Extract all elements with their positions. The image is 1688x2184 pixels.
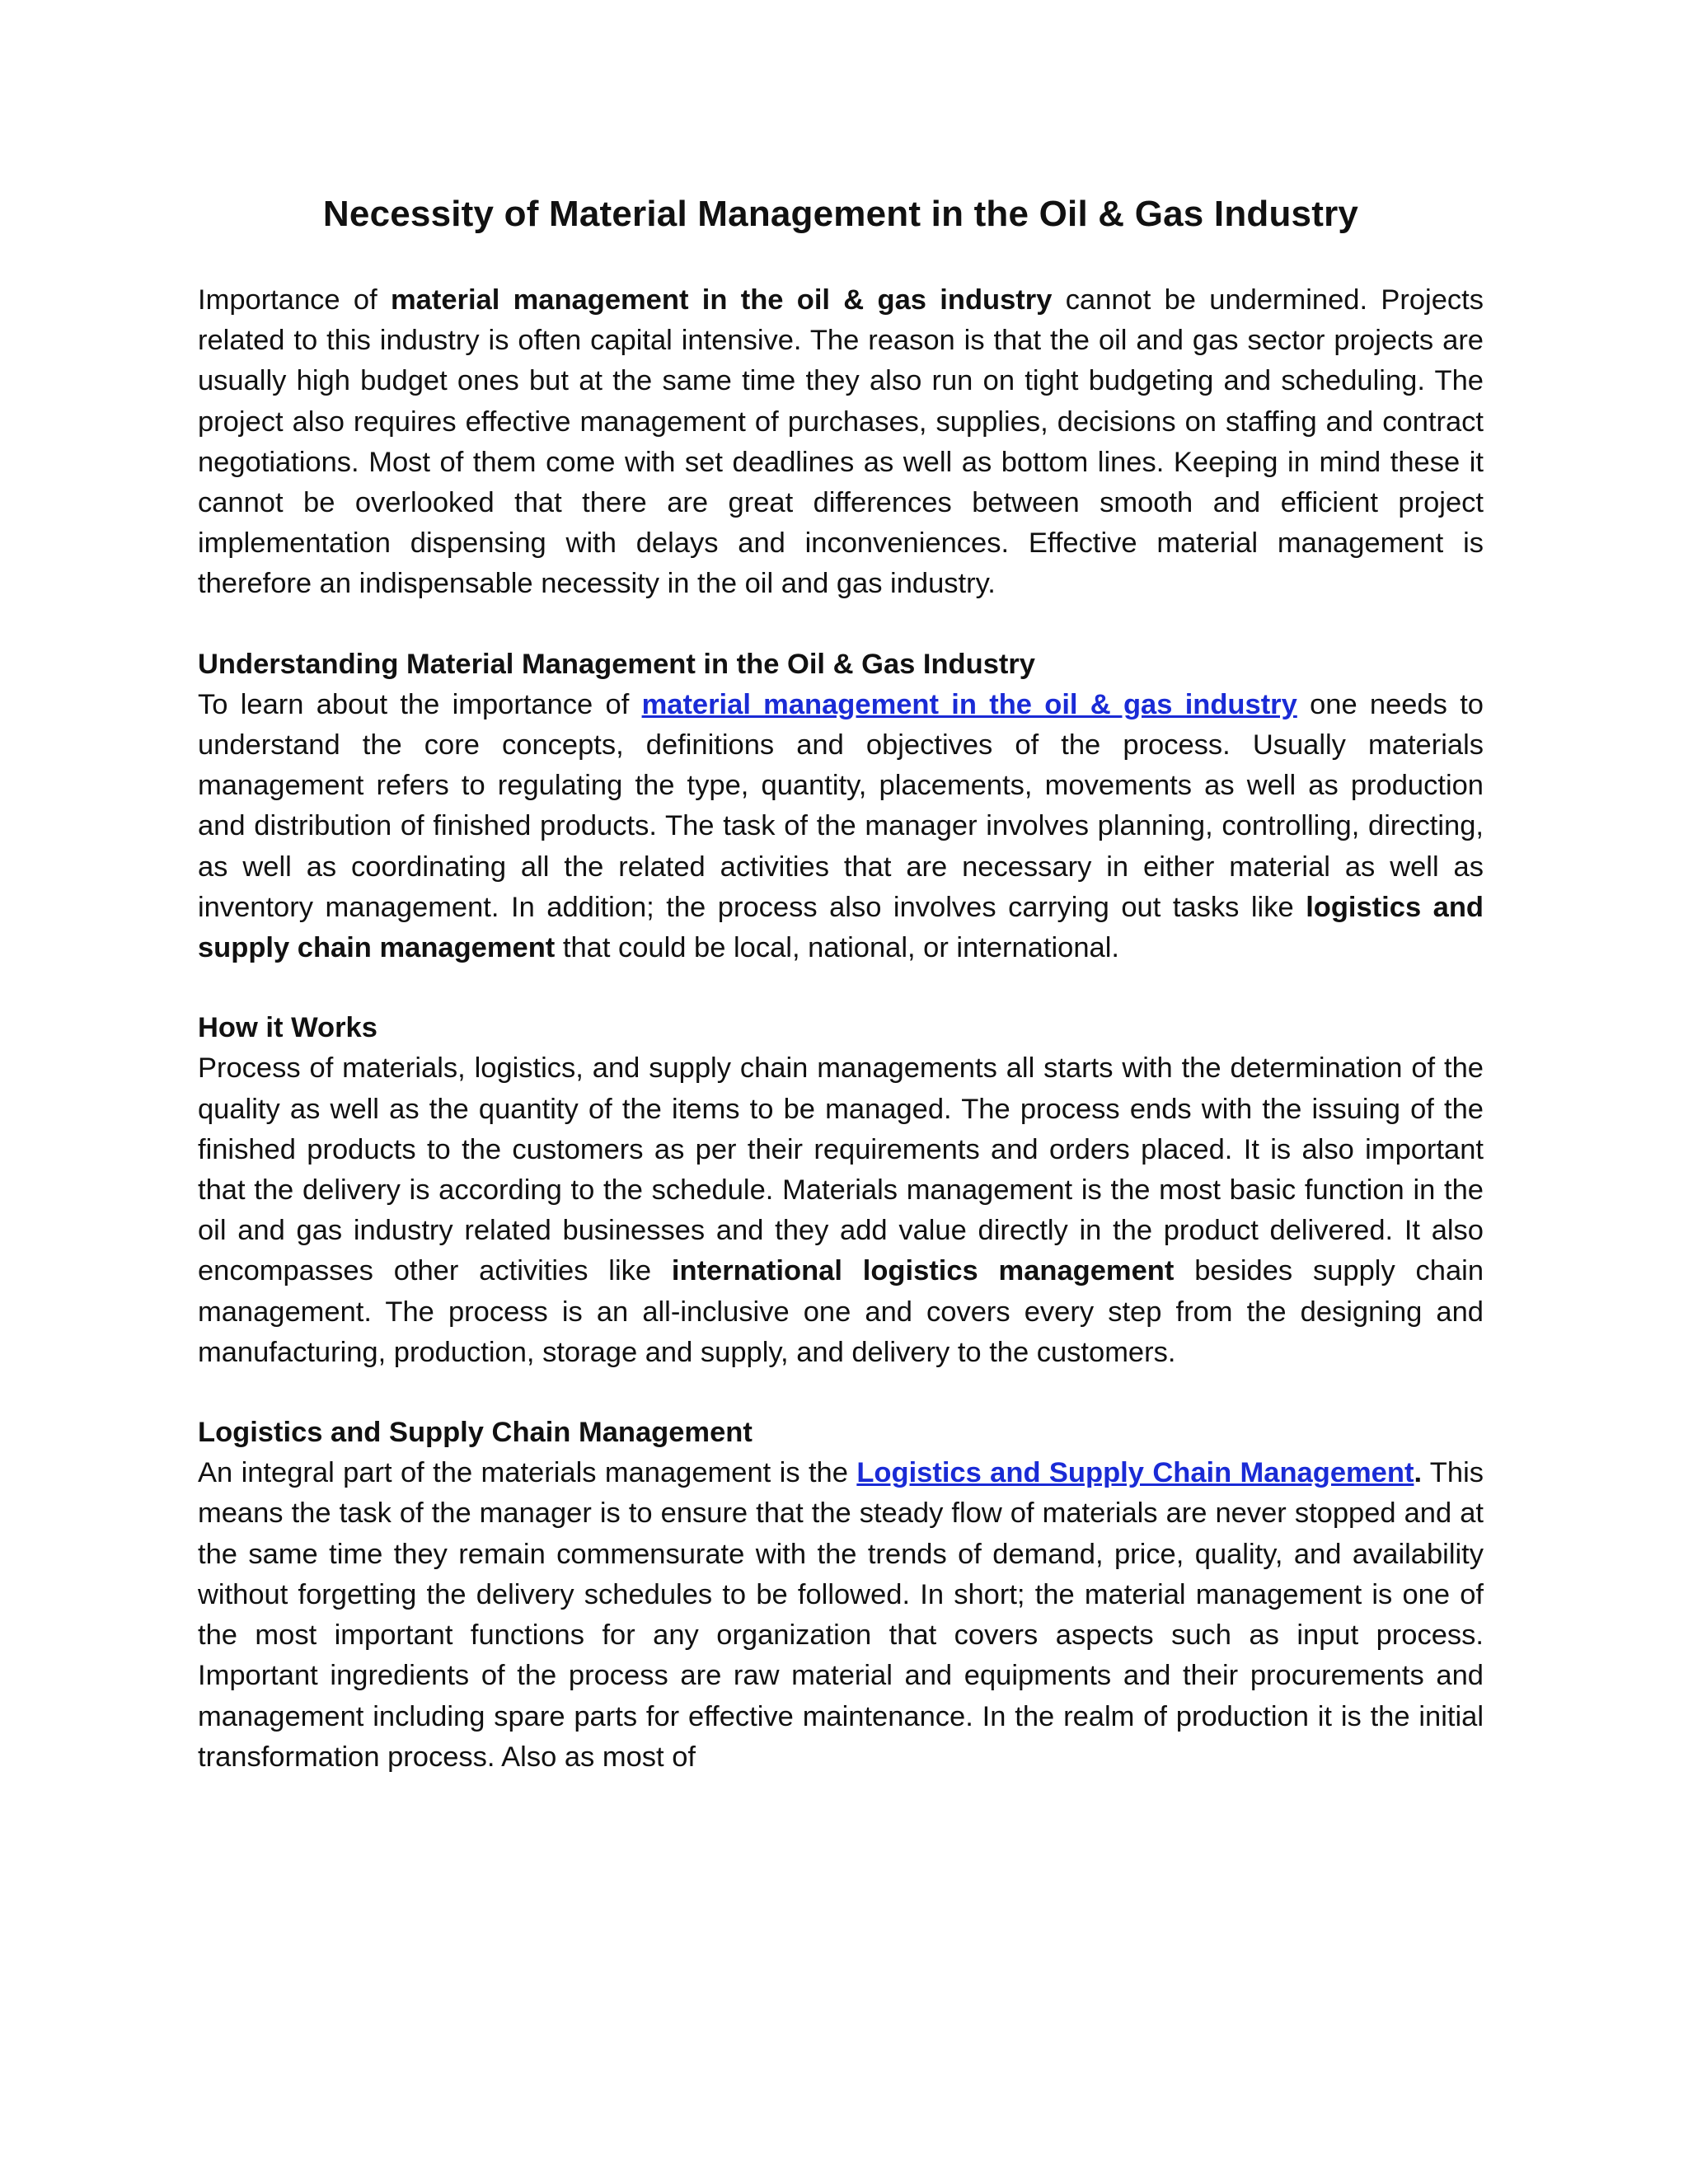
logistics-supply-chain-link[interactable]: Logistics and Supply Chain Management	[856, 1457, 1414, 1489]
section-heading-how-it-works: How it Works	[198, 1012, 377, 1044]
section-paragraph-understanding	[198, 685, 1484, 968]
intro-bold-term: material management in the oil & gas industry	[390, 284, 1053, 316]
section-paragraph-logistics	[198, 1453, 1484, 1778]
intro-text-1: Importance of	[198, 284, 391, 316]
how-it-works-text-2: besides supply chain management. The process is an all-inclusive one and covers every step from the designing and manufacturing, production, storage and supply, and delivery to the customers.	[198, 1255, 1484, 1368]
intro-text-2: cannot be undermined. Projects related to this industry is often capital intensive. The reason is that the oil and gas sector projects are usually high budget ones but at the same time they also run on tight budgeting and scheduling. The project also requires effective management of purchases, supplies, decisions on staffing and contract negotiations. Most of them come with set deadlines as well as bottom lines. Keeping in mind these it cannot be overlooked that there are great differences between smooth and efficient project implementation dispensing with delays and inconveniences. Effective material management is therefore an indispensable necessity in the oil and gas industry.	[198, 284, 1484, 600]
document-page	[198, 190, 1484, 1817]
section-paragraph-how-it-works	[198, 1048, 1484, 1373]
section-heading-understanding: Understanding Material Management in the Oil & Gas Industry	[198, 648, 1035, 680]
how-it-works-text-1: Process of materials, logistics, and supply chain managements all starts with the determination of the quality as well as the quantity of the items to be managed. The process ends with the issuing of the finished products to the customers as per their requirements and orders placed. It is also important that the delivery is according to the schedule. Materials management is the most basic function in the oil and gas industry related businesses and they add value directly in the product delivered. It also encompasses other activities like	[198, 1052, 1484, 1287]
logistics-text-1: An integral part of the materials management is the	[198, 1457, 857, 1489]
logistics-period: .	[1414, 1457, 1423, 1489]
understanding-text-3: that could be local, national, or international.	[555, 932, 1119, 964]
section-heading-logistics: Logistics and Supply Chain Management	[198, 1417, 753, 1449]
how-it-works-bold-term: international logistics management	[671, 1255, 1175, 1287]
intro-paragraph	[198, 280, 1484, 605]
understanding-text-1: To learn about the importance of	[198, 688, 642, 720]
document-title: Necessity of Material Management in the Oil & Gas Industry	[322, 194, 1359, 234]
understanding-bold-term: logistics and supply chain management	[198, 891, 1484, 964]
logistics-text-2: This means the task of the manager is to ensure that the steady flow of materials are never stopped and at the same time they remain commensurate with the trends of demand, price, quality, and availability without forgetting the delivery schedules to be followed. In short; the material management is one of the most important functions for any organization that covers aspects such as input process. Important ingredients of the process are raw material and equipments and their procurements and management including spare parts for effective maintenance. In the realm of production it is the initial transformation process. Also as most of	[198, 1457, 1484, 1773]
material-management-link[interactable]: material management in the oil & gas industry	[641, 688, 1297, 720]
understanding-text-2: one needs to understand the core concepts, definitions and objectives of the process. Usually materials management refers to regulating the type, quantity, placements, movements as well as production and distribution of finished products. The task of the manager involves planning, controlling, directing, as well as coordinating all the related activities that are necessary in either material as well as inventory management. In addition; the process also involves carrying out tasks like	[198, 688, 1484, 923]
